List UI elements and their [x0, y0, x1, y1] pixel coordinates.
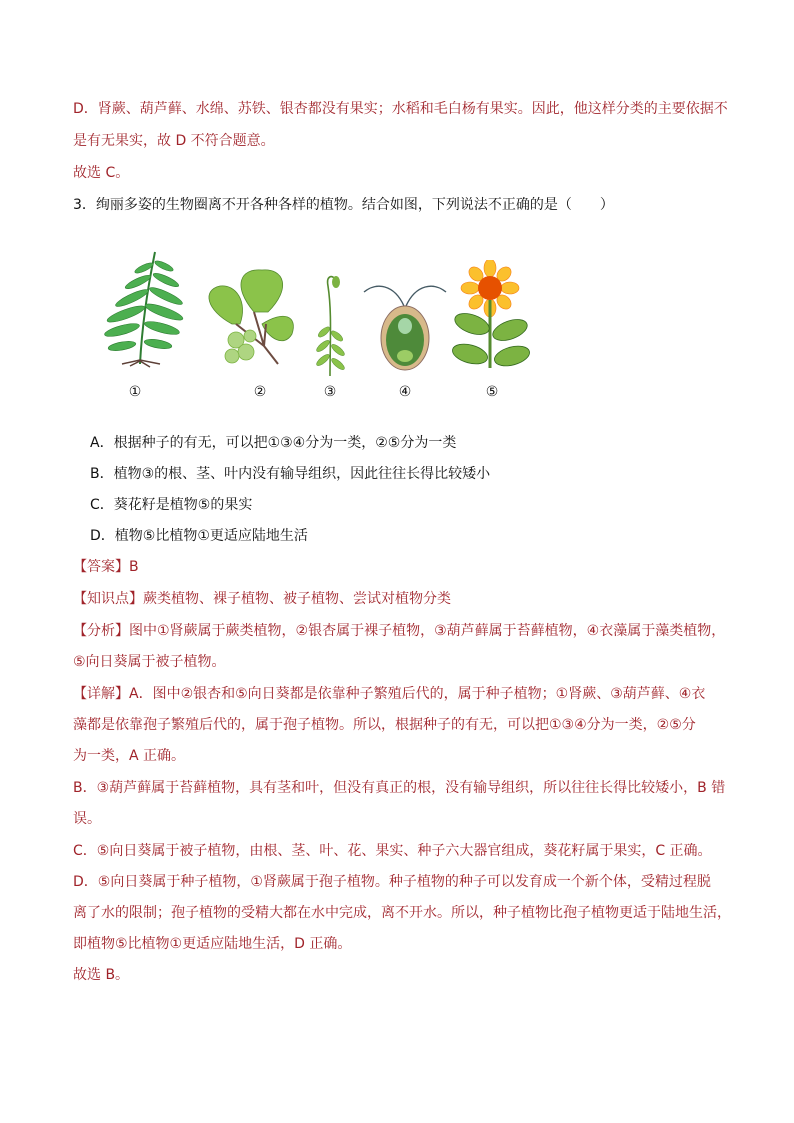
detail-text-a2: 藻都是依靠孢子繁殖后代的，属于孢子植物。所以，根据种子的有无，可以把①③④分为一类，②⑤分 — [73, 717, 696, 733]
sunflower-plant-figure — [448, 260, 532, 370]
analysis-line-1 — [73, 620, 733, 642]
moss-plant-figure — [310, 272, 350, 378]
knowledge-point-tag: 【知识点】 — [73, 591, 143, 607]
analysis-text-1: 图中①肾蕨属于蕨类植物，②银杏属于裸子植物，③葫芦藓属于苔藓植物，④衣藻属于藻类植物， — [129, 623, 726, 639]
answer-value: B — [129, 559, 139, 575]
option-c: C．葵花籽是植物⑤的果实 — [90, 497, 253, 513]
answer-tag: 【答案】 — [73, 559, 129, 575]
figure-label-4: ④ — [398, 384, 412, 400]
detail-text-d3: 即植物⑤比植物①更适应陆地生活，D 正确。 — [73, 936, 352, 952]
detail-text-d1: D．⑤向日葵属于种子植物，①肾蕨属于孢子植物。种子植物的种子可以发育成一个新个体，受精过程脱 — [73, 874, 711, 890]
analysis-text-2: ⑤向日葵属于被子植物。 — [73, 654, 226, 670]
prev-choose: 故选 C。 — [73, 165, 130, 181]
figure-label-3: ③ — [323, 384, 337, 400]
final-choose: 故选 B。 — [73, 967, 130, 983]
detail-text-a1: A．图中②银杏和⑤向日葵都是依靠种子繁殖后代的，属于种子植物；①肾蕨、③葫芦藓、④衣 — [129, 686, 706, 702]
detail-tag: 【详解】 — [73, 686, 129, 702]
figure-label-2: ② — [253, 384, 267, 400]
knowledge-point-value: 蕨类植物、裸子植物、被子植物、尝试对植物分类 — [143, 591, 451, 607]
detail-text-b1: B．③葫芦藓属于苔藓植物，具有茎和叶，但没有真正的根，没有输导组织，所以往往长得比较矮小，B 错 — [73, 780, 726, 796]
detail-text-b2: 误。 — [73, 811, 101, 827]
prev-option-d-line2: 是有无果实，故 D 不符合题意。 — [73, 133, 275, 149]
detail-text-a3: 为一类，A 正确。 — [73, 748, 186, 764]
analysis-tag: 【分析】 — [73, 623, 129, 639]
fern-plant-figure — [100, 246, 190, 370]
option-b: B．植物③的根、茎、叶内没有输导组织，因此往往长得比较矮小 — [90, 466, 491, 482]
figure-label-1: ① — [128, 384, 142, 400]
chlamydomonas-figure — [360, 278, 450, 374]
prev-option-d-line1: D．肾蕨、葫芦藓、水绵、苏铁、银杏都没有果实；水稻和毛白杨有果实。因此，他这样分类的主要依据不 — [73, 101, 728, 117]
question-stem: 3．绚丽多姿的生物圈离不开各种各样的植物。结合如图，下列说法不正确的是（ ） — [73, 197, 614, 213]
knowledge-point-line — [73, 588, 733, 610]
figure-label-5: ⑤ — [485, 384, 499, 400]
ginkgo-plant-figure — [192, 266, 298, 372]
detail-text-c1: C．⑤向日葵属于被子植物，由根、茎、叶、花、果实、种子六大器官组成，葵花籽属于果实，C 正确。 — [73, 843, 712, 859]
answer-line — [73, 556, 733, 578]
option-a: A．根据种子的有无，可以把①③④分为一类，②⑤分为一类 — [90, 435, 457, 451]
option-d: D．植物⑤比植物①更适应陆地生活 — [90, 528, 308, 544]
detail-line-a1 — [73, 683, 733, 705]
detail-text-d2: 离了水的限制；孢子植物的受精大都在水中完成，离不开水。所以，种子植物比孢子植物更适于陆地生活， — [73, 905, 731, 921]
